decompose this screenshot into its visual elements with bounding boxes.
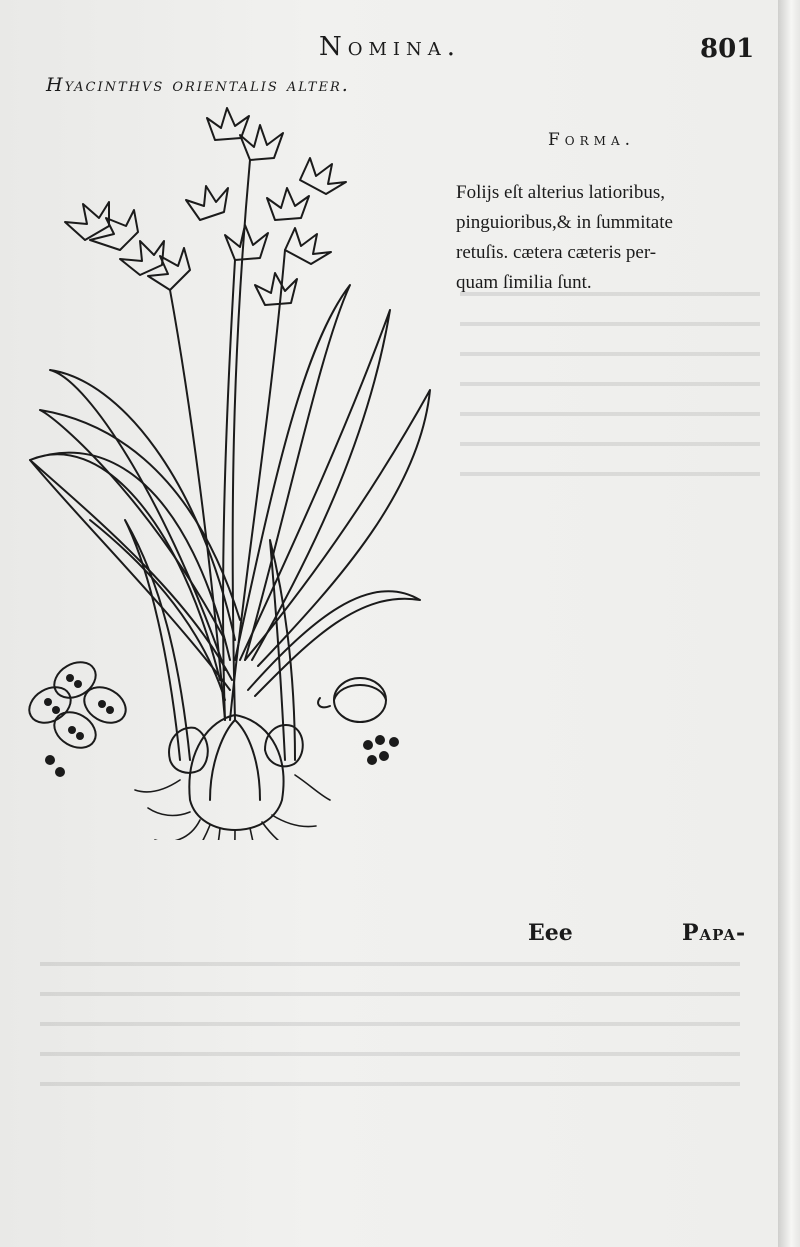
running-head: Nomina.	[318, 32, 462, 62]
leaf	[90, 520, 225, 700]
leaf	[40, 410, 240, 640]
form-line: quam ſimilia ſunt.	[456, 272, 592, 293]
page-edge	[778, 0, 800, 1247]
leaf	[50, 370, 235, 670]
form-line: Folijs eſt alterius latioribus,	[456, 182, 665, 203]
plant-title: Hyacinthvs orientalis alter.	[46, 74, 350, 96]
show-through-text	[40, 950, 740, 1110]
form-line: retuſis. cætera cæteris per-	[456, 242, 657, 263]
leaf	[240, 310, 390, 660]
section-heading-forma: Forma.	[548, 130, 636, 150]
flower-cluster	[65, 108, 346, 305]
leaf	[248, 591, 420, 696]
page-number: 801	[700, 34, 755, 64]
seed-capsule	[23, 655, 132, 755]
form-description	[456, 178, 756, 298]
form-line: pinguioribus,& in ſummitate	[456, 212, 673, 233]
leaf	[245, 390, 430, 666]
hyacinth-woodcut-illustration	[20, 100, 460, 840]
leaf	[235, 285, 350, 660]
signature-mark: Eee	[528, 920, 573, 946]
seed-pod	[318, 678, 386, 722]
catchword: Papa-	[682, 920, 747, 946]
show-through-text	[460, 280, 760, 490]
